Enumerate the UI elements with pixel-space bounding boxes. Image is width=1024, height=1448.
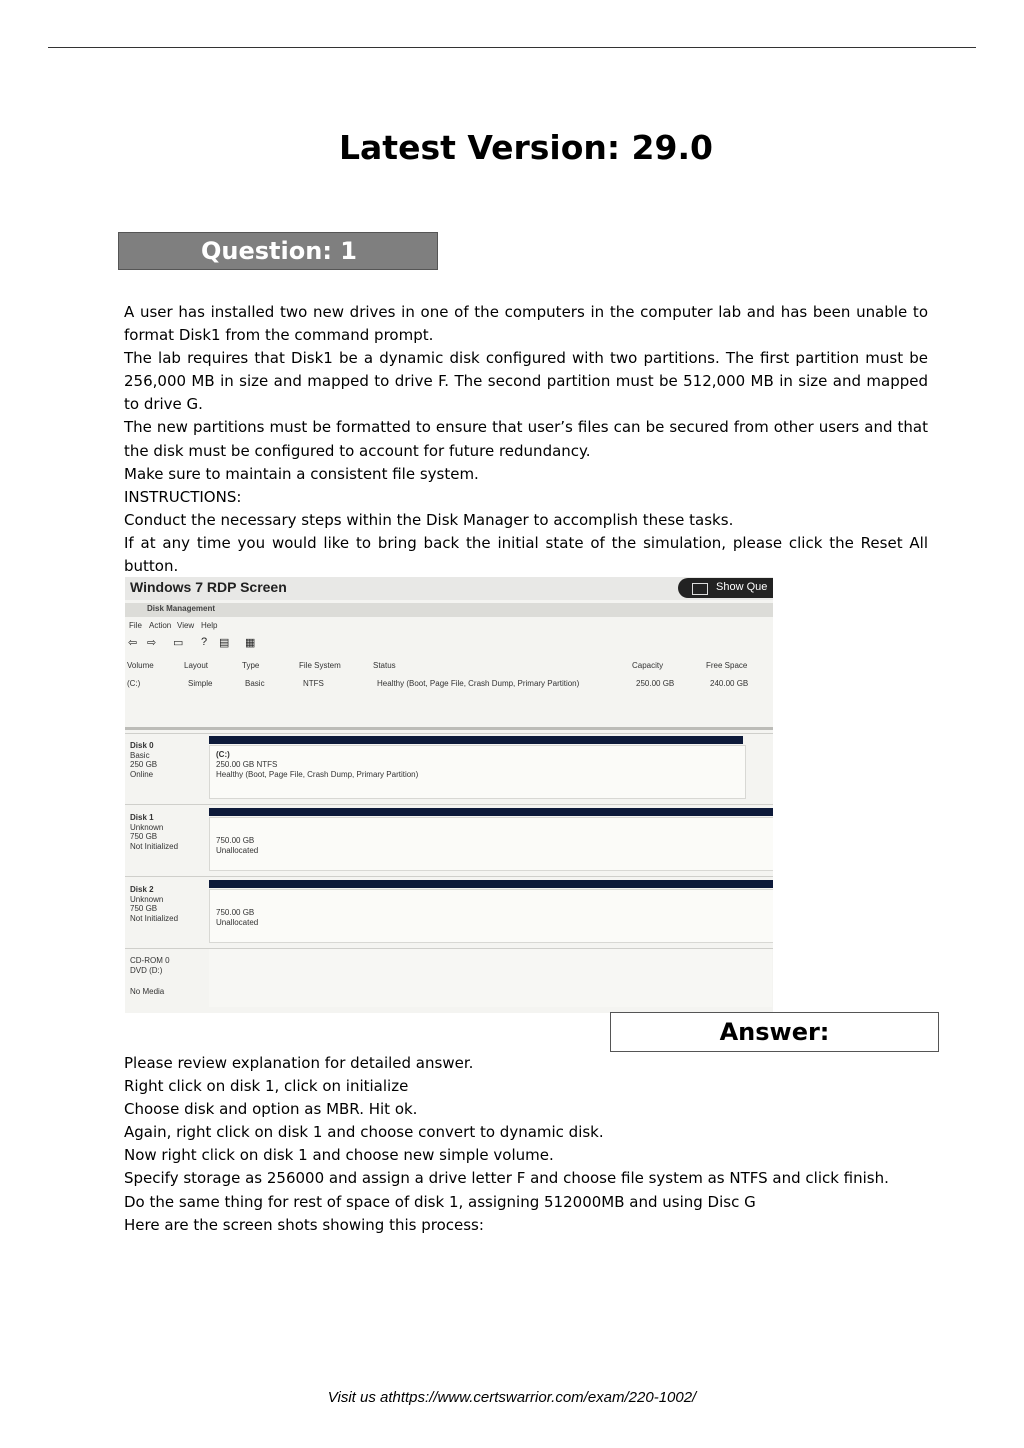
answer-line: Here are the screen shots showing this process: — [124, 1215, 484, 1234]
disk-2-unallocated[interactable] — [209, 889, 773, 943]
rdp-window-title: Windows 7 RDP Screen — [130, 579, 287, 595]
col-free-space[interactable]: Free Space — [706, 661, 748, 670]
question-paragraph: Make sure to maintain a consistent file system. — [124, 464, 479, 483]
question-paragraph: If at any time you would like to bring back the initial state of the simulation, please click the Reset All button. — [124, 533, 928, 576]
disk-0-strip — [209, 736, 743, 744]
disk-2-name: Disk 2 — [130, 885, 154, 894]
properties-icon[interactable]: ▭ — [173, 637, 184, 649]
disk-2-type: Unknown — [130, 894, 164, 904]
disk-0-partition[interactable] — [209, 745, 746, 799]
disk-management-screenshot — [125, 577, 773, 1013]
question-heading: Question: 1 — [201, 237, 357, 265]
question-paragraph: The lab requires that Disk1 be a dynamic disk configured with two partitions. The first partition must be 256,000 MB in size and mapped to drive F. The second partition must be 512,000 MB in size and mapped to drive G. — [124, 349, 928, 414]
col-capacity[interactable]: Capacity — [632, 661, 664, 670]
disk-separator — [125, 804, 773, 805]
menu-file[interactable]: File — [129, 621, 142, 630]
answer-line: Again, right click on disk 1 and choose convert to dynamic disk. — [124, 1123, 604, 1142]
cdrom-area[interactable] — [209, 949, 772, 1007]
cdrom-name: CD-ROM 0 — [130, 956, 170, 965]
view-icon[interactable]: ▤ — [219, 637, 230, 649]
cdrom-info[interactable] — [130, 956, 170, 997]
disk-separator — [125, 733, 773, 734]
disk-0-partition-size: 250.00 GB NTFS — [216, 760, 278, 769]
question-paragraph: Conduct the necessary steps within the Disk Manager to accomplish these tasks. — [124, 510, 734, 529]
disk-2-size: 750 GB — [130, 904, 158, 913]
toolbar — [125, 636, 773, 652]
disk-1-name: Disk 1 — [130, 813, 154, 822]
disk-2-state: Not Initialized — [130, 913, 179, 923]
volume-type: Basic — [245, 679, 265, 688]
disk-1-info[interactable] — [130, 813, 178, 851]
show-question-label: Show Que — [716, 581, 768, 593]
disk-0-size: 250 GB — [130, 760, 158, 769]
help-icon[interactable]: ? — [201, 636, 208, 648]
answer-line: Right click on disk 1, click on initialize — [124, 1077, 409, 1096]
disk-2-info[interactable] — [130, 885, 178, 923]
disk-1-state: Not Initialized — [130, 841, 179, 851]
header-rule — [48, 47, 976, 48]
disk-1-partition-size: 750.00 GB — [216, 836, 255, 845]
volume-status: Healthy (Boot, Page File, Crash Dump, Primary Partition) — [377, 679, 580, 688]
question-heading-box — [118, 232, 438, 270]
disk-2-partition-status: Unallocated — [216, 918, 259, 927]
menu-action[interactable]: Action — [149, 621, 172, 630]
volume-free-space: 240.00 GB — [710, 679, 749, 688]
volume-file-system: NTFS — [303, 679, 324, 688]
answer-heading-box — [610, 1012, 939, 1052]
disk-1-partition-status: Unallocated — [216, 846, 259, 855]
answer-line: Now right click on disk 1 and choose new simple volume. — [124, 1146, 554, 1165]
back-icon[interactable]: ⇦ — [128, 637, 138, 649]
forward-icon[interactable]: ⇨ — [147, 637, 157, 649]
volume-row[interactable] — [125, 679, 773, 691]
disk-2-partition-size: 750.00 GB — [216, 908, 255, 917]
cdrom-type: DVD (D:) — [130, 965, 163, 975]
volume-layout: Simple — [188, 679, 213, 688]
question-text — [124, 301, 928, 578]
volume-list-header — [125, 661, 773, 673]
question-paragraph: The new partitions must be formatted to ensure that user’s files can be secured from other users and that the disk must be configured to account for future redundancy. — [124, 418, 928, 460]
settings-icon[interactable]: ▦ — [245, 637, 256, 649]
answer-line: Specify storage as 256000 and assign a drive letter F and choose file system as NTFS and click finish. — [124, 1169, 889, 1188]
disk-2-strip — [209, 880, 773, 888]
answer-text — [124, 1052, 928, 1237]
menu-bar — [125, 620, 773, 634]
disk-0-partition-label: (C:) — [216, 750, 230, 759]
menu-view[interactable]: View — [177, 621, 195, 630]
disk-separator — [125, 876, 773, 877]
disk-0-info[interactable] — [130, 741, 157, 779]
answer-line: Choose disk and option as MBR. Hit ok. — [124, 1100, 418, 1119]
answer-heading: Answer: — [719, 1018, 830, 1046]
disk-1-unallocated[interactable] — [209, 817, 773, 871]
volume-name: (C:) — [127, 679, 141, 688]
document-icon — [692, 583, 708, 595]
disk-0-partition-status: Healthy (Boot, Page File, Crash Dump, Primary Partition) — [216, 770, 419, 779]
disk-0-state: Online — [130, 769, 154, 779]
disk-management-title: Disk Management — [147, 604, 216, 613]
col-status[interactable]: Status — [373, 661, 396, 670]
col-layout[interactable]: Layout — [184, 661, 209, 670]
disk-0-type: Basic — [130, 750, 150, 760]
question-paragraph: INSTRUCTIONS: — [124, 487, 242, 506]
col-type[interactable]: Type — [242, 661, 260, 670]
menu-help[interactable]: Help — [201, 621, 218, 630]
show-question-button[interactable] — [678, 578, 773, 598]
page-title: Latest Version: 29.0 — [339, 128, 713, 167]
footer-link[interactable]: Visit us athttps://www.certswarrior.com/exam/220-1002/ — [327, 1389, 697, 1406]
pane-divider[interactable] — [125, 727, 773, 730]
disk-0-name: Disk 0 — [130, 741, 154, 750]
col-file-system[interactable]: File System — [299, 661, 341, 670]
cdrom-state: No Media — [130, 987, 165, 996]
question-paragraph: A user has installed two new drives in one of the computers in the computer lab and has been unable to format Disk1 from the command prompt. — [124, 303, 928, 345]
answer-line: Please review explanation for detailed answer. — [124, 1054, 474, 1072]
answer-line: Do the same thing for rest of space of disk 1, assigning 512000MB and using Disc G — [124, 1192, 756, 1211]
disk-1-size: 750 GB — [130, 832, 158, 841]
volume-capacity: 250.00 GB — [636, 679, 675, 688]
rdp-title-bar — [125, 577, 773, 600]
disk-management-title-bar — [125, 603, 773, 617]
disk-1-strip — [209, 808, 773, 816]
disk-1-type: Unknown — [130, 822, 164, 832]
col-volume[interactable]: Volume — [127, 661, 154, 670]
